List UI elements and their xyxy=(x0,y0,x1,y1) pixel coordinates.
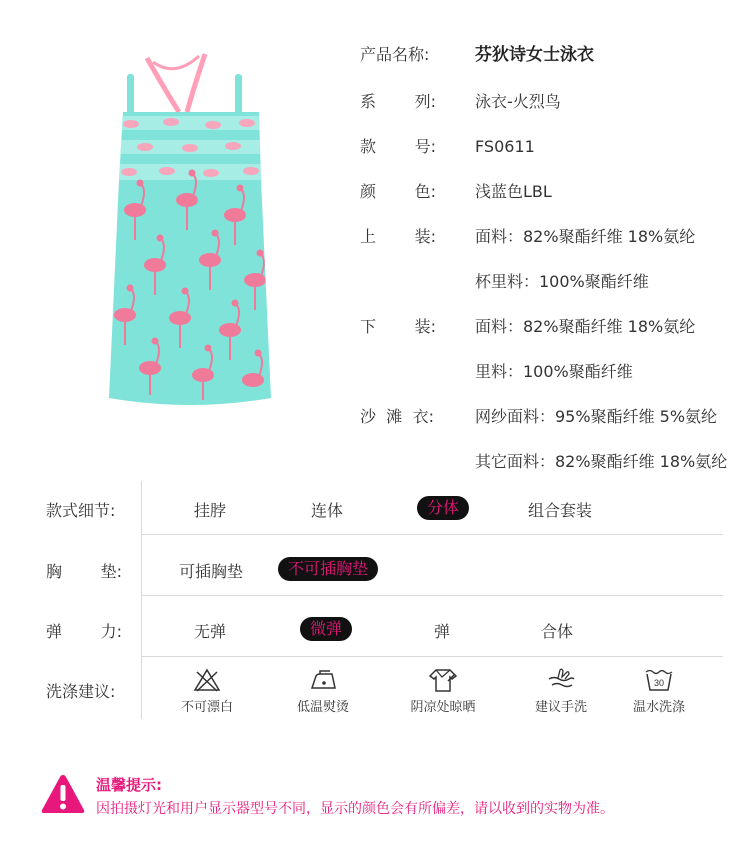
option-halter: 挂脖 xyxy=(193,501,227,520)
care-label: 阴凉处晾晒 xyxy=(410,700,476,715)
hand-wash-icon xyxy=(546,667,576,693)
product-title: 芬狄诗女士泳衣 xyxy=(475,45,594,65)
option-stretch: 弹 xyxy=(433,622,451,641)
spec-label: 款 号: xyxy=(360,137,436,156)
care-label: 低温熨烫 xyxy=(296,700,349,715)
spec-value: 其它面料：82%聚酯纤维 18%氨纶 xyxy=(475,452,728,471)
option-fitted: 合体 xyxy=(540,622,574,641)
spec-value: 泳衣-火烈鸟 xyxy=(475,92,561,111)
spec-label: 上 装: xyxy=(360,227,436,246)
notice-text: 因拍摄灯光和用户显示器型号不同，显示的颜色会有所偏差，请以收到的实物为准。 xyxy=(96,801,614,817)
spec-label: 沙 滩 衣: xyxy=(360,407,434,426)
spec-value: 里料：100%聚酯纤维 xyxy=(475,362,633,381)
table-divider-vertical xyxy=(141,481,142,719)
spec-value: 浅蓝色LBL xyxy=(475,182,552,201)
option-one-piece: 连体 xyxy=(310,501,344,520)
spec-value: 面料：82%聚酯纤维 18%氨纶 xyxy=(475,317,696,336)
product-image xyxy=(95,50,285,410)
option-no-stretch: 无弹 xyxy=(193,622,227,641)
care-label: 不可漂白 xyxy=(180,700,233,715)
attribute-table xyxy=(28,481,723,719)
table-divider xyxy=(141,534,723,535)
care-shade-dry xyxy=(398,667,488,715)
option-two-piece-selected: 分体 xyxy=(417,496,469,520)
warning-icon xyxy=(40,773,86,815)
spec-value: 面料：82%聚酯纤维 18%氨纶 xyxy=(475,227,696,246)
option-combo-set: 组合套装 xyxy=(527,501,593,520)
spec-value: FS0611 xyxy=(475,137,535,156)
no-bleach-icon xyxy=(192,667,222,693)
low-iron-icon xyxy=(308,667,338,693)
attr-label-elasticity: 弹 力: xyxy=(46,622,122,641)
attr-label-chest-pad: 胸 垫: xyxy=(46,562,122,581)
care-low-iron xyxy=(278,667,368,715)
table-divider xyxy=(141,595,723,596)
care-no-bleach xyxy=(162,667,252,715)
care-warm-wash xyxy=(614,667,704,715)
spec-label: 系 列: xyxy=(360,92,436,111)
spec-label: 产品名称: xyxy=(360,45,430,64)
table-divider xyxy=(141,656,723,657)
care-label: 建议手洗 xyxy=(534,700,587,715)
spec-value: 杯里料：100%聚酯纤维 xyxy=(475,272,649,291)
option-insertable-pad: 可插胸垫 xyxy=(178,562,244,581)
notice-title: 温馨提示: xyxy=(96,776,162,794)
spec-label: 下 装: xyxy=(360,317,436,336)
option-slight-stretch-selected: 微弹 xyxy=(300,617,352,641)
shade-dry-icon xyxy=(428,667,458,693)
option-no-insertable-pad-selected: 不可插胸垫 xyxy=(278,557,378,581)
care-hand-wash xyxy=(516,667,606,715)
spec-value: 网纱面料：95%聚酯纤维 5%氨纶 xyxy=(475,407,718,426)
spec-label: 颜 色: xyxy=(360,182,436,201)
attr-label-style-detail: 款式细节: xyxy=(46,501,116,520)
care-label: 温水洗涤 xyxy=(632,700,685,715)
warm-wash-temp: 30 xyxy=(653,678,665,688)
attr-label-care: 洗涤建议: xyxy=(46,682,116,701)
warm-wash-icon xyxy=(644,667,674,693)
